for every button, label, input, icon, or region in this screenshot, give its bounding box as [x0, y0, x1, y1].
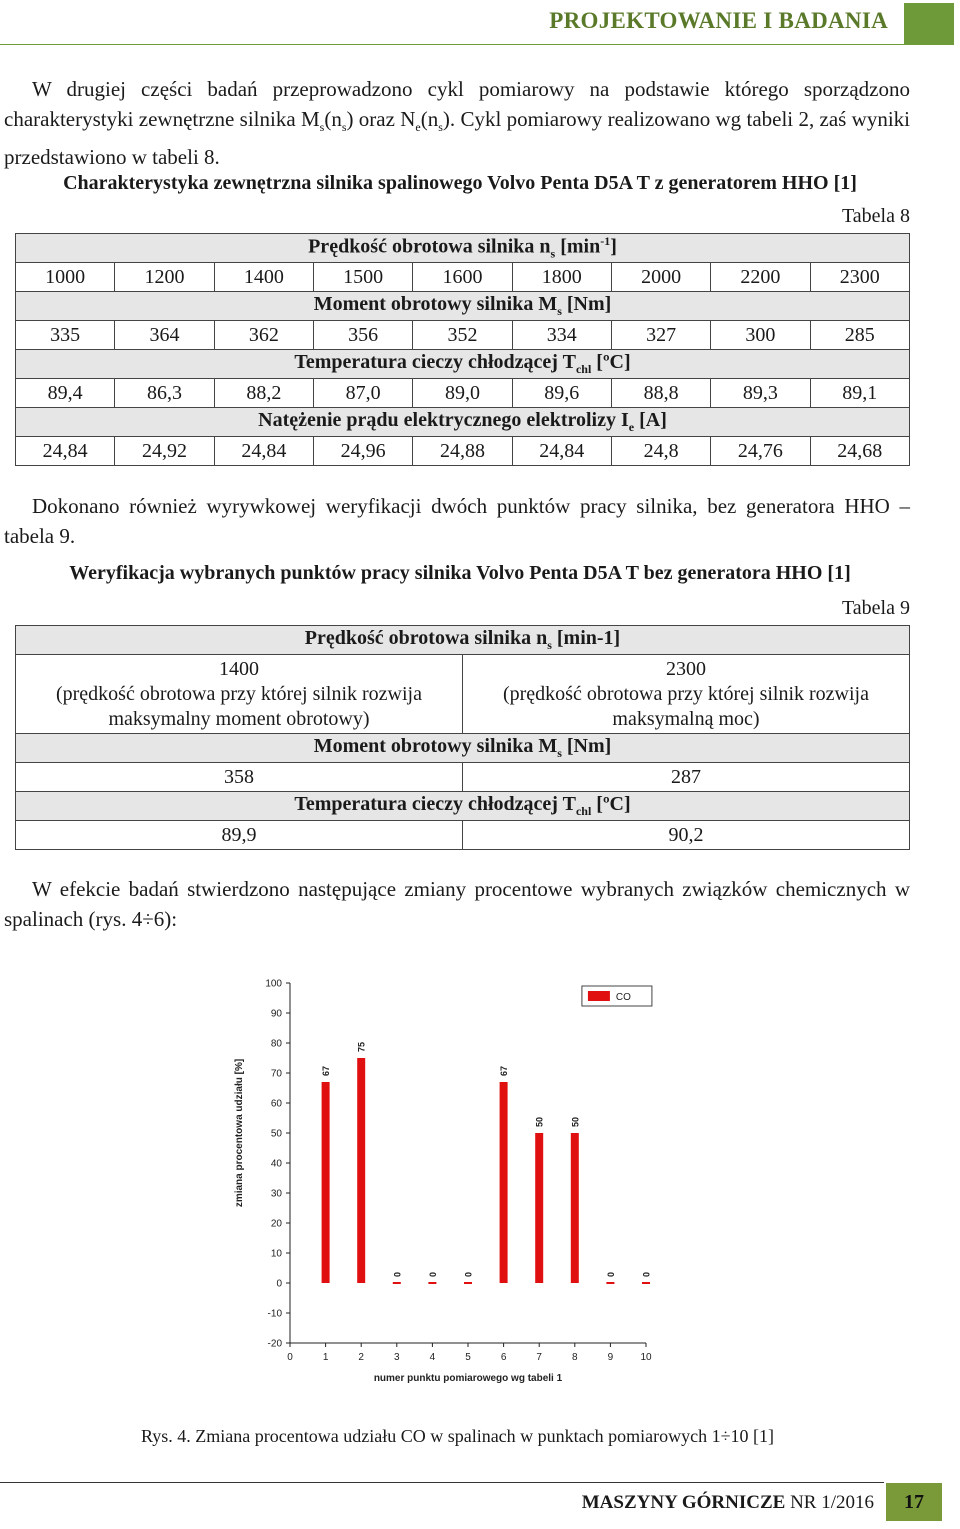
data-label: 0 — [463, 1271, 474, 1277]
y-tick-label: 0 — [276, 1278, 282, 1290]
table-cell: 24,76 — [711, 437, 810, 466]
table-cell: 1200 — [115, 263, 214, 292]
table-cell: 300 — [711, 321, 810, 350]
table-cell: 89,4 — [16, 379, 115, 408]
table9-temp-row — [16, 821, 910, 850]
table-cell: 24,92 — [115, 437, 214, 466]
footer-journal: MASZYNY GÓRNICZE NR 1/2016 — [581, 1492, 874, 1513]
co-change-chart — [230, 975, 670, 1395]
bar — [606, 1282, 614, 1284]
data-label: 75 — [356, 1041, 367, 1052]
data-label: 0 — [605, 1271, 616, 1277]
table-cell: 24,84 — [214, 437, 313, 466]
header-accent-box — [904, 3, 954, 45]
table-cell: 356 — [313, 321, 412, 350]
header-rule — [0, 44, 904, 45]
table-cell: 88,2 — [214, 379, 313, 408]
data-label: 67 — [321, 1065, 332, 1076]
table9-col1-cell: 1400 (prędkość obrotowa przy której silnik rozwija maksymalny moment obrotowy) — [16, 655, 463, 734]
bar — [464, 1282, 472, 1284]
table8-caption: Charakterystyka zewnętrzna silnika spalinowego Volvo Penta D5A T z generatorem HHO [1] — [63, 172, 857, 194]
table9-temp-header: Temperatura cieczy chłodzącej $T_{chl}$ [ºC] — [16, 792, 910, 821]
x-tick-label: 0 — [287, 1352, 293, 1363]
table-cell: 287 — [463, 763, 910, 792]
table-cell: 88,8 — [611, 379, 710, 408]
table-cell: 86,3 — [115, 379, 214, 408]
y-tick-label: 90 — [270, 1008, 282, 1020]
y-tick-label: 100 — [265, 978, 282, 990]
table8-temp-row — [16, 379, 910, 408]
table8-current-row — [16, 437, 910, 466]
x-tick-label: 6 — [500, 1352, 507, 1363]
table-cell: 1600 — [413, 263, 512, 292]
table-cell: 285 — [810, 321, 909, 350]
y-tick-label: 80 — [270, 1038, 282, 1050]
y-tick-label: -10 — [267, 1308, 282, 1320]
footer-rule — [0, 1482, 884, 1483]
y-tick-label: 40 — [270, 1158, 282, 1170]
table-cell: 87,0 — [313, 379, 412, 408]
table-cell: 364 — [115, 321, 214, 350]
table-cell: 24,84 — [16, 437, 115, 466]
bar — [393, 1282, 401, 1284]
y-axis-label: zmiana procentowa udziału [%] — [234, 1058, 245, 1208]
y-tick-label: 30 — [270, 1188, 282, 1200]
bar — [428, 1282, 436, 1284]
x-tick-label: 8 — [572, 1352, 578, 1363]
data-label: 0 — [641, 1271, 652, 1277]
table-cell: 89,0 — [413, 379, 512, 408]
table9-torque-row — [16, 763, 910, 792]
page-number: 17 — [886, 1483, 942, 1521]
table-cell: 1000 — [16, 263, 115, 292]
table-cell: 90,2 — [463, 821, 910, 850]
data-label: 50 — [570, 1116, 581, 1127]
data-label: 0 — [427, 1271, 438, 1277]
table9-label: Tabela 9 — [841, 597, 910, 619]
y-tick-label: 10 — [270, 1248, 282, 1260]
table-cell: 2000 — [611, 263, 710, 292]
table8 — [15, 233, 910, 466]
table-cell: 24,84 — [512, 437, 611, 466]
table8-speed-row — [16, 263, 910, 292]
x-axis-label: numer punktu pomiarowego wg tabeli 1 — [373, 1373, 563, 1384]
y-tick-label: 50 — [270, 1128, 282, 1140]
table-cell: 2200 — [711, 263, 810, 292]
table-cell: 89,1 — [810, 379, 909, 408]
table9-torque-header: Moment obrotowy silnika $M_s$ [Nm] — [16, 734, 910, 763]
y-tick-label: 60 — [270, 1098, 282, 1110]
table9-caption: Weryfikacja wybranych punktów pracy silnika Volvo Penta D5A T bez generatora HHO [1] — [69, 562, 851, 584]
x-tick-label: 2 — [358, 1352, 364, 1363]
table9-col2-cell: 2300 (prędkość obrotowa przy której silnik rozwija maksymalną moc) — [463, 655, 910, 734]
bar — [357, 1058, 365, 1283]
data-label: 67 — [499, 1065, 510, 1076]
table-cell: 89,6 — [512, 379, 611, 408]
table8-label: Tabela 8 — [841, 205, 910, 227]
x-tick-label: 4 — [429, 1352, 436, 1363]
bar — [642, 1282, 650, 1284]
table-cell: 89,9 — [16, 821, 463, 850]
table-cell: 358 — [16, 763, 463, 792]
table-cell: 352 — [413, 321, 512, 350]
table-cell: 362 — [214, 321, 313, 350]
table8-temp-header: Temperatura cieczy chłodzącej $T_{chl}$ [ºC] — [16, 350, 910, 379]
table9-speed-header: Prędkość obrotowa silnika $n_s$ [min-1] — [16, 626, 910, 655]
paragraph-verification: Dokonano również wyrywkowej weryfikacji dwóch punktów pracy silnika, bez generatora HHO – tabela 9. — [4, 494, 910, 548]
table-cell: 335 — [16, 321, 115, 350]
table8-torque-header: Moment obrotowy silnika $M_s$ [Nm] — [16, 292, 910, 321]
legend-label: CO — [615, 992, 631, 1003]
table-cell: 1400 — [214, 263, 313, 292]
x-tick-label: 5 — [465, 1352, 471, 1363]
table-cell: 24,88 — [413, 437, 512, 466]
figure-caption: Rys. 4. Zmiana procentowa udziału CO w spalinach w punktach pomiarowych 1÷10 [1] — [140, 1426, 774, 1446]
table-cell: 2300 — [810, 263, 909, 292]
table8-torque-row — [16, 321, 910, 350]
table-cell: 24,68 — [810, 437, 909, 466]
table-cell: 1800 — [512, 263, 611, 292]
x-tick-label: 10 — [640, 1352, 652, 1363]
running-header: PROJEKTOWANIE I BADANIA — [549, 8, 888, 33]
bar — [500, 1082, 508, 1283]
table-cell: 24,8 — [611, 437, 710, 466]
table8-speed-header: Prędkość obrotowa silnika $n_s$ $[\min^{-1}]$ — [16, 234, 910, 263]
paragraph-results: W efekcie badań stwierdzono następujące zmiany procentowe wybranych związków chemicznych w spalinach (rys. 4÷6): — [4, 877, 910, 931]
intro-paragraph: W drugiej części badań przeprowadzono cykl pomiarowy na podstawie którego sporządzono charakterystyki zewnętrzne silnika $M_s(n_s)$ oraz $N_e(n_s)$. Cykl pomiarowy realizowano wg tabeli 2, zaś wyniki przedstawiono w tabeli 8. — [4, 77, 910, 170]
x-tick-label: 9 — [607, 1352, 614, 1363]
bar — [322, 1082, 330, 1283]
table9-speed-row — [16, 655, 910, 734]
y-tick-label: -20 — [267, 1338, 282, 1350]
y-tick-label: 20 — [270, 1218, 282, 1230]
y-tick-label: 70 — [270, 1068, 282, 1080]
x-tick-label: 3 — [394, 1352, 400, 1363]
table-cell: 334 — [512, 321, 611, 350]
table-cell: 1500 — [313, 263, 412, 292]
table-cell: 89,3 — [711, 379, 810, 408]
table-cell: 24,96 — [313, 437, 412, 466]
table9 — [15, 625, 910, 850]
data-label: 50 — [534, 1116, 545, 1127]
bar — [535, 1133, 543, 1283]
legend-swatch — [588, 991, 610, 1001]
table-cell: 327 — [611, 321, 710, 350]
data-label: 0 — [392, 1271, 403, 1277]
bar — [571, 1133, 579, 1283]
table8-current-header: Natężenie prądu elektrycznego elektrolizy $I_e$ [A] — [16, 408, 910, 437]
x-tick-label: 7 — [536, 1352, 542, 1363]
x-tick-label: 1 — [322, 1352, 329, 1363]
